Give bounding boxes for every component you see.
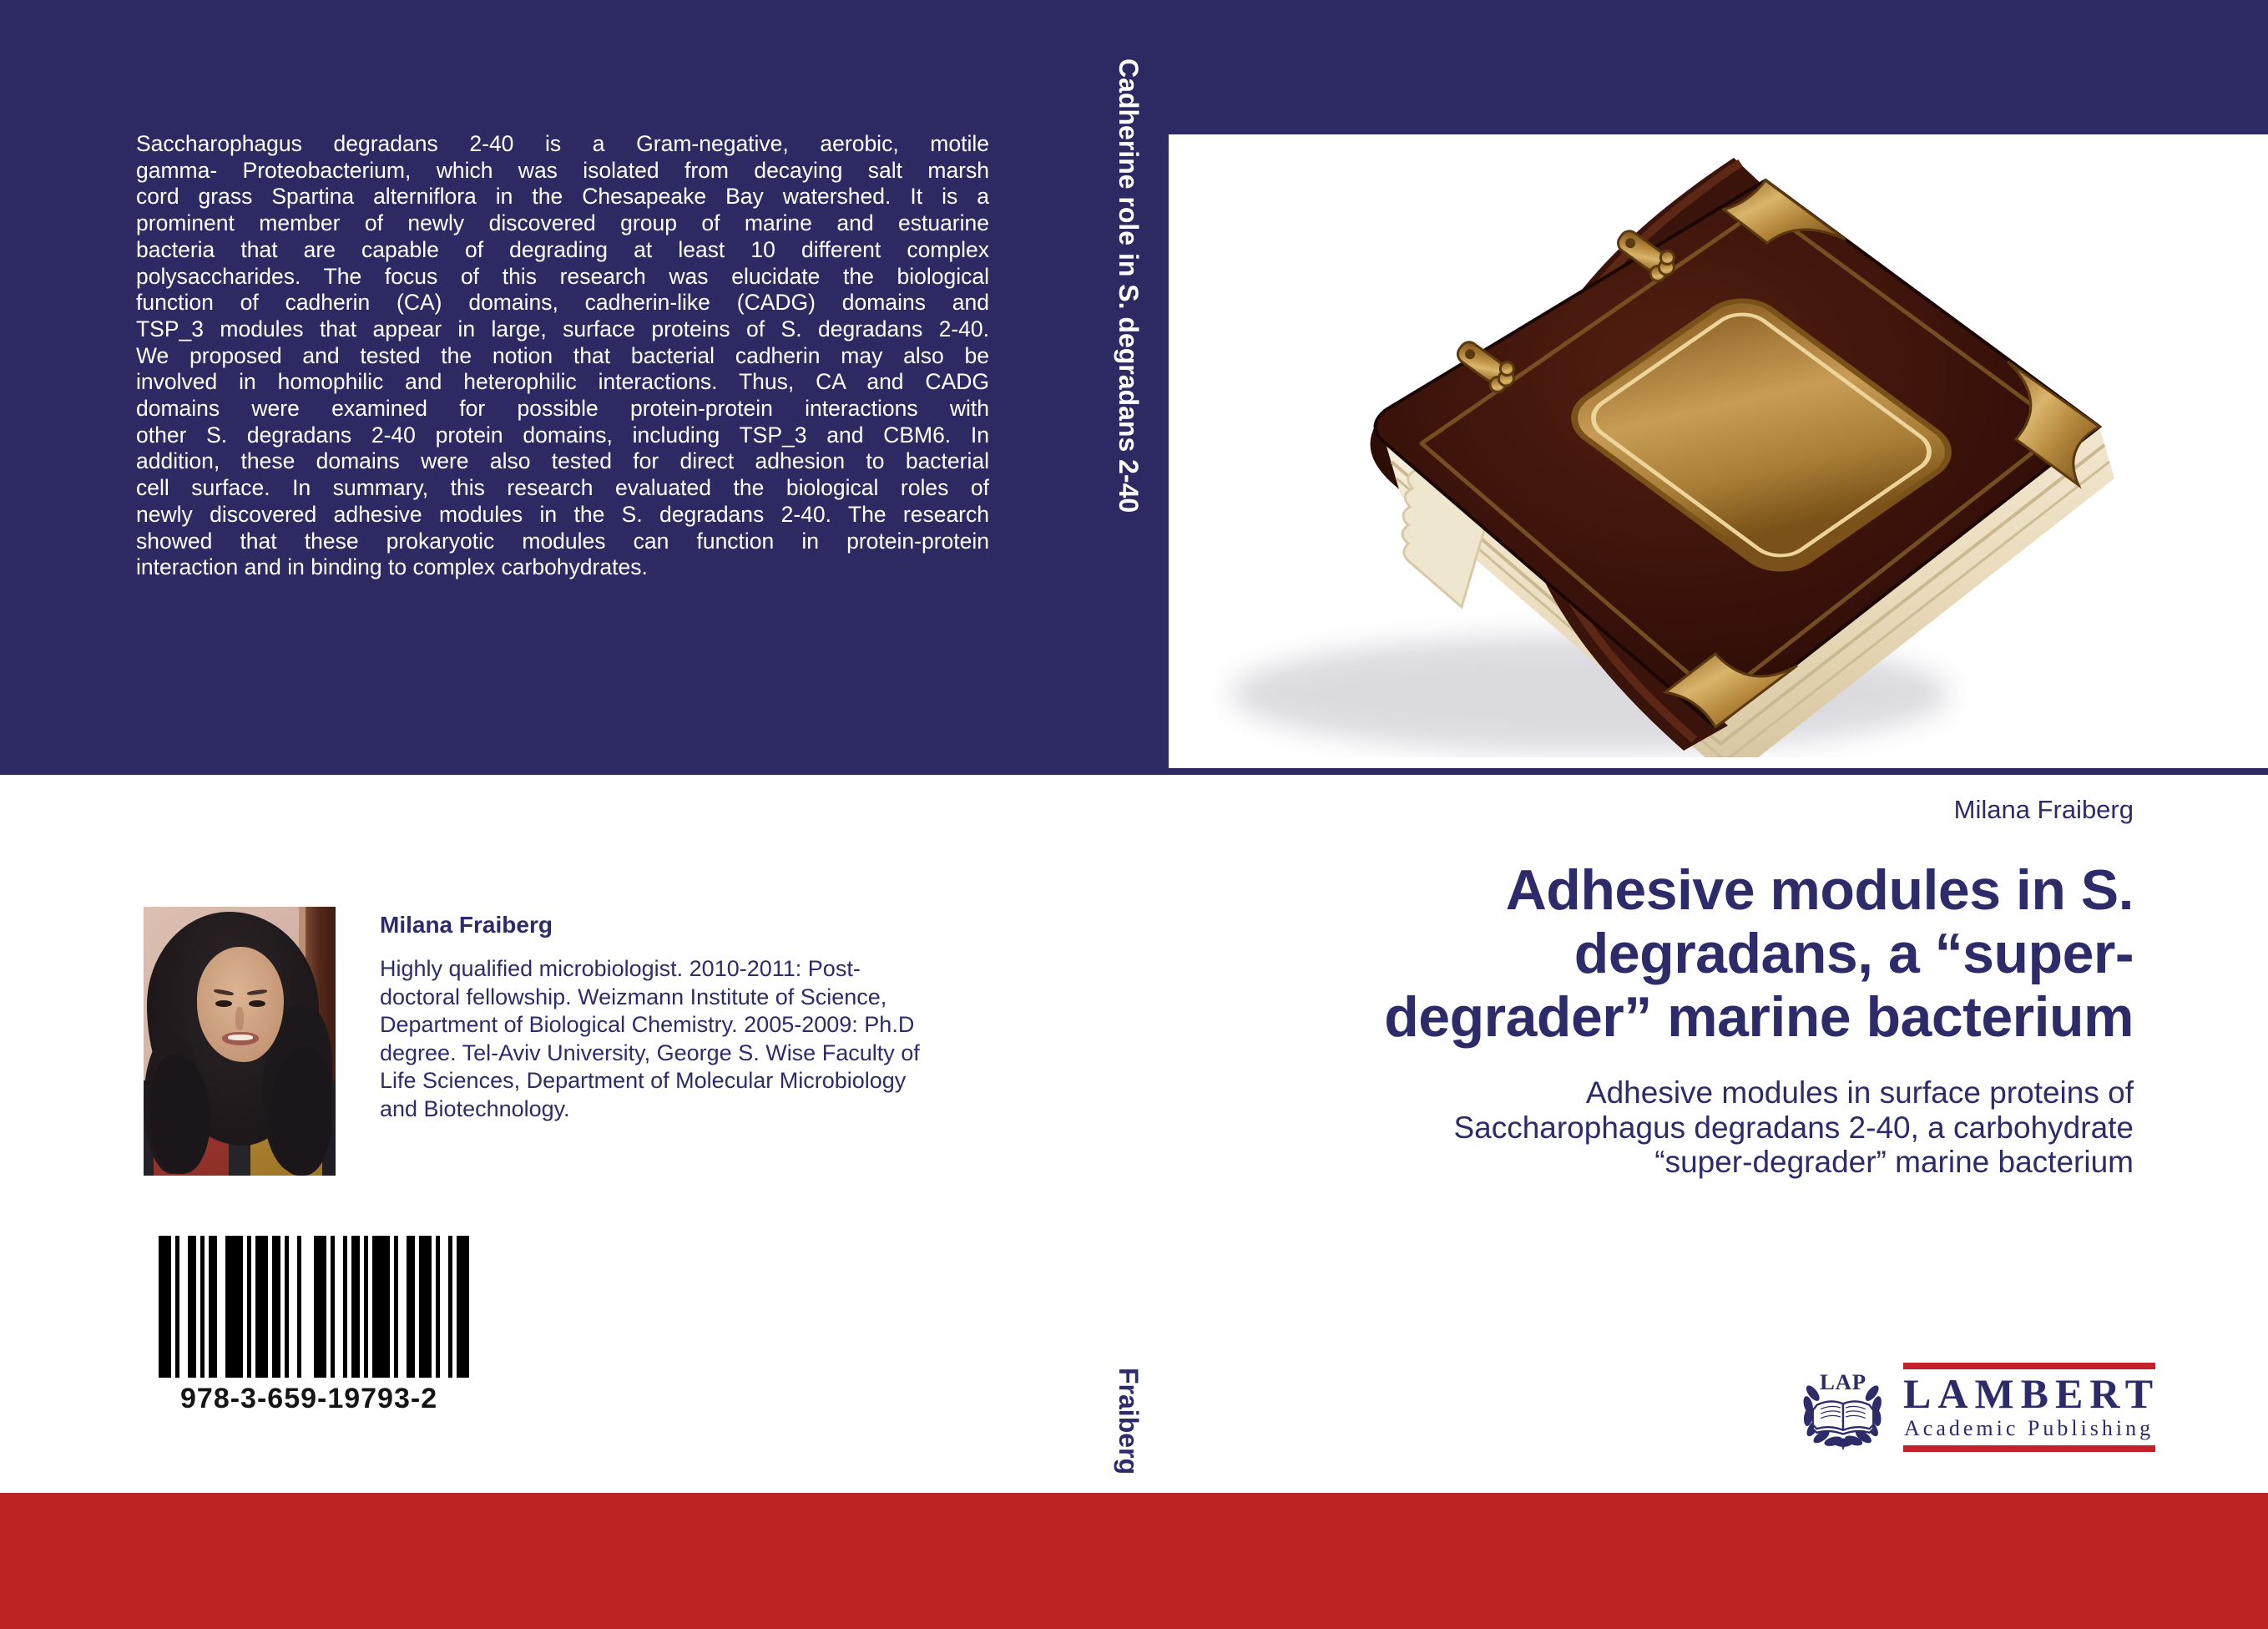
author-bio-text: Highly qualified microbiologist. 2010-2011: Post- doctoral fellowship. Weizmann Institute of Science, Department of Biological Chemistry. 2005-2009: Ph.D degree. Tel-Aviv University, George S. Wise Faculty of Life Sciences, Department of Molecular Microbiology and Biotechnology. [380, 956, 920, 1121]
publisher-name: LAMBERT [1903, 1370, 2160, 1417]
back-cover-paragraph: Saccharophagus degradans 2-40 is a Gram-negative, aerobic, motile gamma- Proteobacterium, which was isolated from decaying salt marsh cord grass Spartina alterniflora in the Chesapeake Bay watershed. It is a prominent member of newly discovered group of marine and estuarine bacteria that are capable of degrading at least 10 different complex polysaccharides. The focus of this research was elucidate the biological function of cadherin (CA) domains, cadherin-like (CADG) domains and TSP_3 modules that appear in large, surface proteins of S. degradans 2-40. We proposed and tested the notion that bacterial cadherin may also be involved in homophilic and heterophilic interactions. Thus, CA and CADG domains were examined for possible protein-protein interactions with other S. degradans 2-40 protein domains, including TSP_3 and CBM6. In addition, these domains were also tested for direct adhesion to bacterial cell surface. In summary, this research evaluated the biological roles of newly discovered adhesive modules in the S. degradans 2-40. The research showed that these prokaryotic modules can function in protein-protein interaction and in binding to complex carbohydrates. [136, 131, 989, 580]
bottom-red-band [0, 1493, 2268, 1629]
publisher-logo [1796, 1363, 2160, 1452]
logo-rule-top [1903, 1363, 2155, 1369]
spine-author-vertical: Fraiberg [1114, 1368, 1144, 1475]
barcode-bars [159, 1236, 469, 1378]
spine-title-vertical: Cadherine role in S. degradans 2-40 [1114, 58, 1144, 513]
lap-emblem-icon [1796, 1364, 1890, 1451]
author-bio-name: Milana Fraiberg [380, 912, 553, 938]
front-cover-author: Milana Fraiberg [1953, 795, 2134, 824]
lap-monogram: LAP [1820, 1368, 1866, 1394]
open-book-icon [1813, 1401, 1873, 1434]
logo-rule-bottom [1903, 1445, 2155, 1452]
book-image-panel [1169, 134, 2268, 768]
author-photo [144, 907, 336, 1176]
isbn-number: 978-3-659-19793-2 [180, 1383, 438, 1414]
top-navy-section [0, 0, 2268, 775]
book-3d-illustration [1215, 151, 2208, 757]
book-subtitle: Adhesive modules in surface proteins of Saccharophagus degradans 2-40, a carbohydrate “super-degrader” marine bacterium [1453, 1075, 2134, 1179]
barcode [159, 1236, 469, 1415]
book-title: Adhesive modules in S. degradans, a “super- degrader” marine bacterium [1384, 858, 2134, 1049]
publisher-tagline: Academic Publishing [1904, 1416, 2154, 1440]
publisher-logo-text [1903, 1363, 2160, 1452]
